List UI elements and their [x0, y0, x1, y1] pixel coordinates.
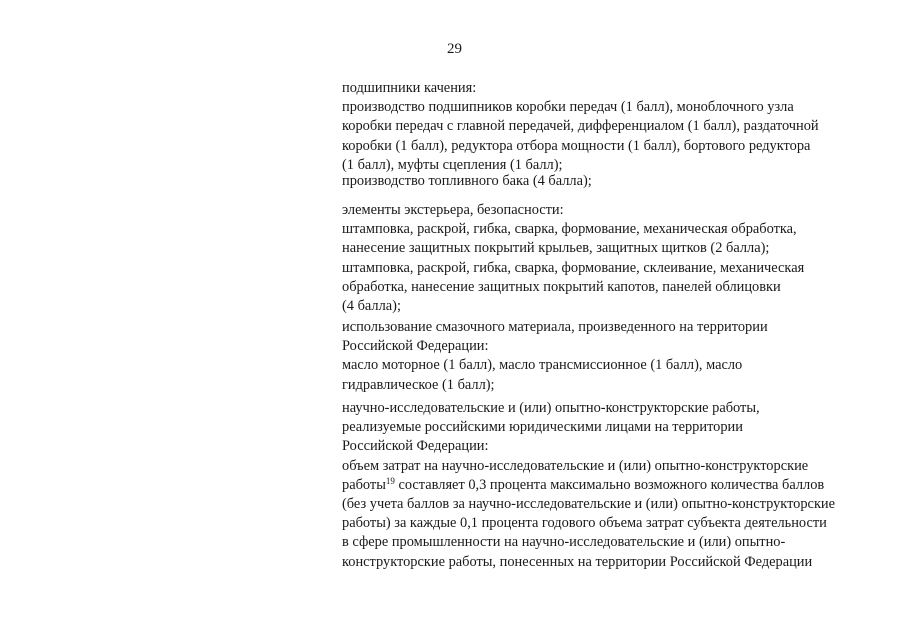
- text-line: производство подшипников коробки передач (1 балл), моноблочного узла: [342, 99, 794, 116]
- text-line: коробки передач с главной передачей, дифференциалом (1 балл), раздаточной: [342, 118, 819, 135]
- text-line: производство топливного бака (4 балла);: [342, 173, 592, 189]
- text-line: штамповка, раскрой, гибка, сварка, формование, механическая обработка,: [342, 221, 797, 238]
- text-line: нанесение защитных покрытий крыльев, защитных щитков (2 балла);: [342, 240, 770, 257]
- text-line: масло моторное (1 балл), масло трансмиссионное (1 балл), масло: [342, 357, 743, 374]
- text-line: гидравлическое (1 балл);: [342, 376, 495, 393]
- text-line: научно-исследовательские и (или) опытно-конструкторские работы,: [342, 400, 760, 416]
- paragraph-fuel-tank: [342, 172, 882, 191]
- text-line: элементы экстерьера, безопасности:: [342, 202, 564, 218]
- text-line: работы) за каждые 0,1 процента годового объема затрат субъекта деятельности: [342, 515, 827, 532]
- text-line: объем затрат на научно-исследовательские и (или) опытно-конструкторские: [342, 457, 809, 474]
- text-fragment: работы: [342, 476, 386, 493]
- footnote-reference[interactable]: 19: [385, 475, 395, 486]
- paragraph-research-development: [342, 399, 882, 572]
- text-line: Российской Федерации:: [342, 338, 489, 355]
- text-line: (без учета баллов за научно-исследовательские и (или) опытно-конструкторские: [342, 495, 836, 512]
- paragraph-lubricants: [342, 318, 882, 395]
- text-fragment: составляет 0,3 процента максимально возможного количества баллов: [394, 476, 825, 493]
- page-number: 29: [447, 41, 462, 57]
- text-line: обработка, нанесение защитных покрытий капотов, панелей облицовки: [342, 278, 781, 295]
- paragraph-exterior-safety: [342, 201, 882, 316]
- paragraph-rolling-bearings: [342, 79, 882, 175]
- text-line: в сфере промышленности на научно-исследовательские и (или) опытно-: [342, 534, 786, 551]
- text-line: коробки (1 балл), редуктора отбора мощности (1 балл), бортового редуктора: [342, 137, 811, 154]
- text-line: (1 балл), муфты сцепления (1 балл);: [342, 156, 563, 173]
- text-line: использование смазочного материала, произведенного на территории: [342, 319, 768, 335]
- text-line: (4 балла);: [342, 297, 401, 314]
- text-line-with-footnote: [342, 476, 882, 495]
- text-line: подшипники качения:: [342, 80, 477, 96]
- text-line: конструкторские работы, понесенных на территории Российской Федерации: [342, 553, 813, 570]
- text-line: Российской Федерации:: [342, 438, 489, 455]
- text-line: реализуемые российскими юридическими лицами на территории: [342, 419, 743, 436]
- text-line: штамповка, раскрой, гибка, сварка, формование, склеивание, механическая: [342, 259, 805, 276]
